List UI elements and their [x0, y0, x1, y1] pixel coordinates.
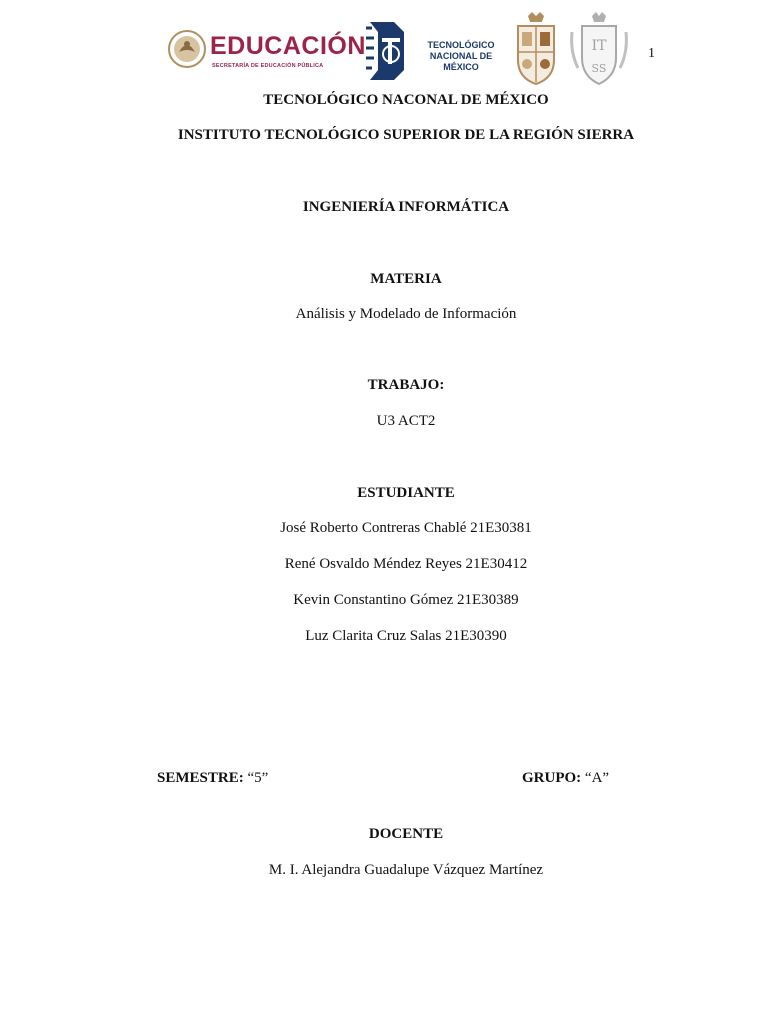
group-label: GRUPO: [522, 770, 582, 786]
mexico-seal-icon [168, 30, 206, 68]
tecnm-line-2: NACIONAL DE MÉXICO [429, 51, 493, 72]
student-item: Kevin Constantino Gómez 21E30389 [293, 592, 519, 608]
group-value: “A” [584, 770, 610, 786]
teacher-label: DOCENTE [368, 826, 444, 842]
institute-title: INSTITUTO TECNOLÓGICO SUPERIOR DE LA REGIÓN SIERRA [177, 127, 635, 143]
teacher-value: M. I. Alejandra Guadalupe Vázquez Martínez [268, 862, 544, 878]
institute-seal-icon [568, 12, 630, 86]
subject-value: Análisis y Modelado de Información [295, 306, 517, 322]
student-item: Luz Clarita Cruz Salas 21E30390 [305, 628, 507, 644]
svg-text:SS: SS [591, 62, 607, 75]
student-item: José Roberto Contreras Chablé 21E30381 [280, 520, 532, 536]
semester-field [157, 770, 268, 787]
institution-title: TECNOLÓGICO NACONAL DE MÉXICO [263, 92, 549, 108]
tecnm-gear-icon [364, 18, 410, 84]
group-field [522, 770, 609, 787]
svg-text:IT: IT [591, 38, 607, 54]
work-value: U3 ACT2 [376, 413, 436, 429]
header-logos [166, 12, 636, 88]
tecnm-line-1: TECNOLÓGICO [427, 40, 495, 50]
students-label: ESTUDIANTE [357, 485, 455, 501]
educacion-subtitle: SECRETARÍA DE EDUCACIÓN PÚBLICA [212, 63, 324, 69]
state-coat-of-arms-icon [512, 12, 560, 86]
tecnm-wordmark [416, 40, 506, 73]
student-item: René Osvaldo Méndez Reyes 21E30412 [284, 556, 528, 572]
page-number: 1 [648, 46, 655, 61]
semester-label: SEMESTRE: [157, 770, 244, 786]
career-title: INGENIERÍA INFORMÁTICA [302, 199, 510, 215]
subject-label: MATERIA [370, 271, 442, 287]
educacion-wordmark: EDUCACIÓN [210, 32, 366, 60]
work-label: TRABAJO: [367, 377, 445, 393]
semester-value: “5” [247, 770, 269, 786]
